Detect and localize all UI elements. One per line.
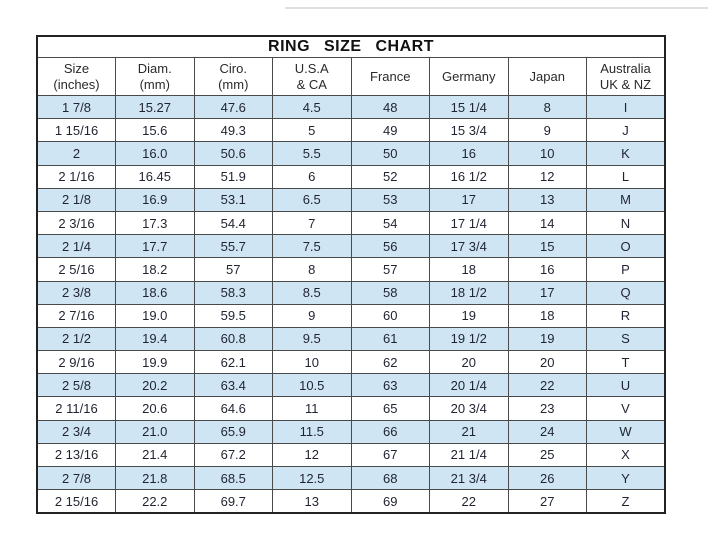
table-cell: 2 7/16	[37, 304, 116, 327]
table-cell: 15 3/4	[430, 119, 509, 142]
table-cell: 7.5	[273, 235, 352, 258]
column-header-line1: Germany	[442, 68, 496, 84]
table-cell: 13	[508, 188, 587, 211]
column-header	[273, 58, 352, 96]
table-row	[37, 304, 665, 327]
table-cell: 20.2	[116, 374, 195, 397]
table-cell: 69.7	[194, 490, 273, 514]
table-cell: 65.9	[194, 420, 273, 443]
column-header	[37, 58, 116, 96]
table-cell: 54.4	[194, 211, 273, 234]
table-cell: 20 3/4	[430, 397, 509, 420]
column-header-line1: Australia	[600, 60, 651, 76]
table-cell: 56	[351, 235, 430, 258]
table-cell: R	[587, 304, 666, 327]
table-cell: N	[587, 211, 666, 234]
table-cell: 21 1/4	[430, 443, 509, 466]
table-cell: 2 11/16	[37, 397, 116, 420]
table-cell: 9	[273, 304, 352, 327]
table-cell: 65	[351, 397, 430, 420]
column-header-line2: (mm)	[218, 76, 249, 92]
table-cell: 17.7	[116, 235, 195, 258]
table-cell: 10.5	[273, 374, 352, 397]
table-cell: 2 1/2	[37, 327, 116, 350]
table-cell: 5	[273, 119, 352, 142]
table-cell: 7	[273, 211, 352, 234]
table-cell: U	[587, 374, 666, 397]
table-cell: 52	[351, 165, 430, 188]
table-cell: 9.5	[273, 327, 352, 350]
table-cell: 49	[351, 119, 430, 142]
table-cell: 69	[351, 490, 430, 514]
table-cell: 2 7/8	[37, 467, 116, 490]
table-cell: 67	[351, 443, 430, 466]
table-cell: 62.1	[194, 351, 273, 374]
table-cell: 60.8	[194, 327, 273, 350]
column-header-line2: (inches)	[53, 76, 100, 92]
table-cell: 21.8	[116, 467, 195, 490]
table-cell: 19.9	[116, 351, 195, 374]
table-cell: 11.5	[273, 420, 352, 443]
chart-title: RING SIZE CHART	[37, 36, 665, 58]
column-header-line1: Japan	[529, 68, 565, 84]
table-cell: 60	[351, 304, 430, 327]
table-cell: 2 15/16	[37, 490, 116, 514]
table-cell: 57	[351, 258, 430, 281]
table-cell: 2 3/4	[37, 420, 116, 443]
table-cell: 15 1/4	[430, 96, 509, 119]
table-cell: 26	[508, 467, 587, 490]
table-cell: 63.4	[194, 374, 273, 397]
table-cell: 16	[508, 258, 587, 281]
table-row	[37, 142, 665, 165]
table-cell: 10	[273, 351, 352, 374]
table-cell: 54	[351, 211, 430, 234]
table-cell: 21	[430, 420, 509, 443]
table-cell: 8	[508, 96, 587, 119]
table-cell: 23	[508, 397, 587, 420]
table-cell: 62	[351, 351, 430, 374]
table-cell: 6	[273, 165, 352, 188]
table-row	[37, 351, 665, 374]
title-row	[37, 36, 665, 58]
table-cell: 8	[273, 258, 352, 281]
table-row	[37, 211, 665, 234]
table-cell: 22	[430, 490, 509, 514]
table-cell: 19 1/2	[430, 327, 509, 350]
table-cell: 18 1/2	[430, 281, 509, 304]
table-cell: M	[587, 188, 666, 211]
table-head	[37, 36, 665, 96]
table-cell: 17	[430, 188, 509, 211]
column-header-line2: UK & NZ	[599, 76, 652, 92]
table-cell: 19.4	[116, 327, 195, 350]
table-row	[37, 467, 665, 490]
table-cell: 16.0	[116, 142, 195, 165]
table-cell: Z	[587, 490, 666, 514]
table-cell: J	[587, 119, 666, 142]
table-cell: 12	[273, 443, 352, 466]
table-cell: 67.2	[194, 443, 273, 466]
table-cell: 17 1/4	[430, 211, 509, 234]
table-cell: Q	[587, 281, 666, 304]
table-cell: 18	[430, 258, 509, 281]
table-cell: V	[587, 397, 666, 420]
table-cell: 63	[351, 374, 430, 397]
table-cell: 20 1/4	[430, 374, 509, 397]
table-cell: 2 9/16	[37, 351, 116, 374]
table-row	[37, 258, 665, 281]
column-header-line2: & CA	[296, 76, 327, 92]
table-cell: 58	[351, 281, 430, 304]
table-row	[37, 397, 665, 420]
column-header-line1: U.S.A	[294, 60, 329, 76]
table-cell: 2 3/8	[37, 281, 116, 304]
table-cell: 68	[351, 467, 430, 490]
table-cell: 50.6	[194, 142, 273, 165]
table-row	[37, 281, 665, 304]
table-cell: 18.6	[116, 281, 195, 304]
table-row	[37, 165, 665, 188]
column-header	[194, 58, 273, 96]
table-cell: 16.9	[116, 188, 195, 211]
table-cell: 59.5	[194, 304, 273, 327]
table-cell: 22	[508, 374, 587, 397]
table-cell: L	[587, 165, 666, 188]
column-header-line1: France	[370, 68, 411, 84]
table-cell: 20.6	[116, 397, 195, 420]
table-cell: 18	[508, 304, 587, 327]
table-cell: 11	[273, 397, 352, 420]
table-cell: 2 5/8	[37, 374, 116, 397]
column-header	[508, 58, 587, 96]
table-cell: S	[587, 327, 666, 350]
column-header	[430, 58, 509, 96]
table-cell: 17.3	[116, 211, 195, 234]
table-cell: I	[587, 96, 666, 119]
table-cell: 57	[194, 258, 273, 281]
table-row	[37, 420, 665, 443]
table-cell: 9	[508, 119, 587, 142]
table-row	[37, 235, 665, 258]
table-cell: 19.0	[116, 304, 195, 327]
table-row	[37, 119, 665, 142]
table-cell: 21.0	[116, 420, 195, 443]
table-cell: 55.7	[194, 235, 273, 258]
table-cell: 2 1/4	[37, 235, 116, 258]
table-cell: 6.5	[273, 188, 352, 211]
table-cell: 2 3/16	[37, 211, 116, 234]
table-cell: P	[587, 258, 666, 281]
table-cell: 20	[430, 351, 509, 374]
table-cell: 2 13/16	[37, 443, 116, 466]
scan-artifact-line	[285, 7, 708, 9]
table-cell: X	[587, 443, 666, 466]
table-cell: 20	[508, 351, 587, 374]
table-cell: 25	[508, 443, 587, 466]
column-header-line1: Size	[63, 60, 90, 76]
column-header	[587, 58, 666, 96]
table-cell: 47.6	[194, 96, 273, 119]
table-cell: 10	[508, 142, 587, 165]
table-cell: 49.3	[194, 119, 273, 142]
table-cell: K	[587, 142, 666, 165]
column-header-row	[37, 58, 665, 96]
table-body	[37, 96, 665, 514]
table-cell: 21.4	[116, 443, 195, 466]
table-row	[37, 374, 665, 397]
table-cell: 51.9	[194, 165, 273, 188]
table-cell: 15	[508, 235, 587, 258]
table-cell: 13	[273, 490, 352, 514]
table-cell: 14	[508, 211, 587, 234]
table-cell: 19	[430, 304, 509, 327]
table-row	[37, 443, 665, 466]
table-cell: 17	[508, 281, 587, 304]
table-cell: T	[587, 351, 666, 374]
ring-size-chart-table	[36, 35, 666, 514]
column-header-line2: (mm)	[139, 76, 170, 92]
table-cell: 61	[351, 327, 430, 350]
table-cell: 48	[351, 96, 430, 119]
table-cell: 22.2	[116, 490, 195, 514]
table-cell: 18.2	[116, 258, 195, 281]
table-cell: 5.5	[273, 142, 352, 165]
table-cell: 64.6	[194, 397, 273, 420]
table-cell: 2 5/16	[37, 258, 116, 281]
table-cell: 2	[37, 142, 116, 165]
table-cell: 24	[508, 420, 587, 443]
table-cell: 53	[351, 188, 430, 211]
table-cell: O	[587, 235, 666, 258]
table-cell: 4.5	[273, 96, 352, 119]
table-cell: W	[587, 420, 666, 443]
table-cell: 19	[508, 327, 587, 350]
table-cell: 1 7/8	[37, 96, 116, 119]
table-cell: 21 3/4	[430, 467, 509, 490]
table-cell: 1 15/16	[37, 119, 116, 142]
column-header	[116, 58, 195, 96]
table-row	[37, 96, 665, 119]
table-cell: 66	[351, 420, 430, 443]
table-cell: 2 1/8	[37, 188, 116, 211]
table-cell: 15.27	[116, 96, 195, 119]
table-cell: 53.1	[194, 188, 273, 211]
column-header	[351, 58, 430, 96]
table-cell: 16 1/2	[430, 165, 509, 188]
table-row	[37, 327, 665, 350]
table-row	[37, 490, 665, 514]
column-header-line1: Ciro.	[219, 60, 247, 76]
table-cell: 12.5	[273, 467, 352, 490]
table-cell: 17 3/4	[430, 235, 509, 258]
table-cell: 15.6	[116, 119, 195, 142]
table-cell: 58.3	[194, 281, 273, 304]
table-cell: 8.5	[273, 281, 352, 304]
table-row	[37, 188, 665, 211]
table-cell: 16.45	[116, 165, 195, 188]
table-cell: 50	[351, 142, 430, 165]
column-header-line1: Diam.	[137, 60, 172, 76]
table-cell: 2 1/16	[37, 165, 116, 188]
table-cell: Y	[587, 467, 666, 490]
table-cell: 16	[430, 142, 509, 165]
table-cell: 12	[508, 165, 587, 188]
table-cell: 27	[508, 490, 587, 514]
table-cell: 68.5	[194, 467, 273, 490]
